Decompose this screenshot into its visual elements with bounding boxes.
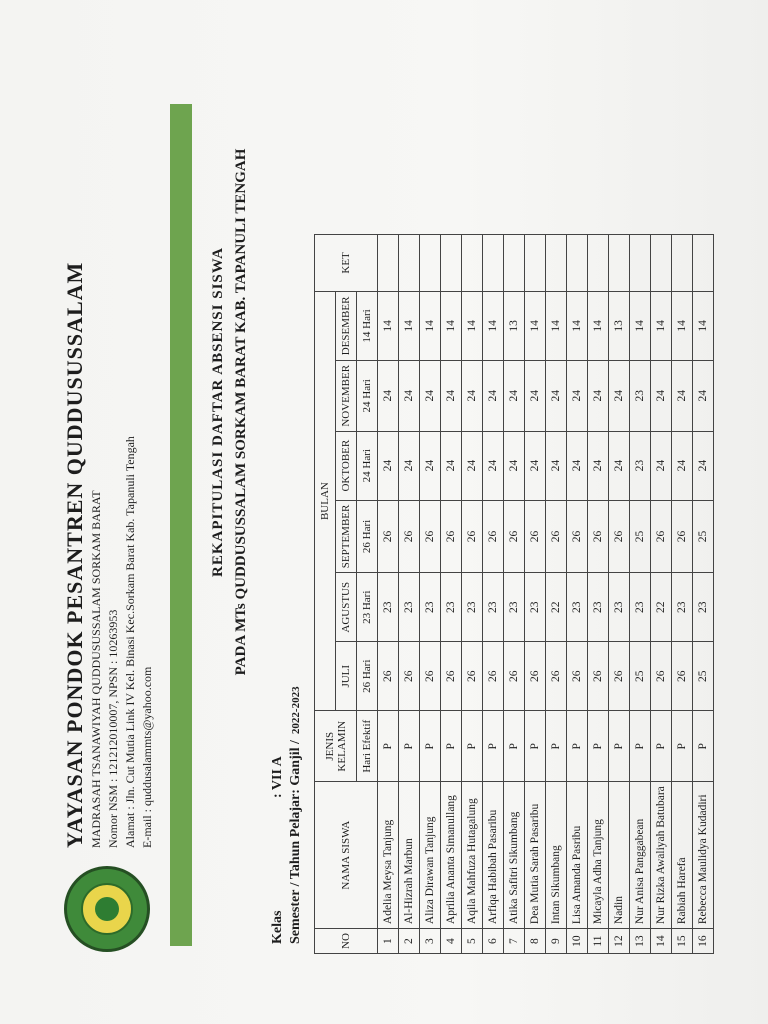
- attendance-value: 26: [462, 500, 483, 573]
- student-name: Micayla Adha Tanjung: [588, 782, 609, 929]
- attendance-value: 24: [420, 431, 441, 500]
- col-no: NO: [315, 929, 378, 954]
- attendance-value: 23: [672, 573, 693, 642]
- attendance-value: 26: [441, 500, 462, 573]
- attendance-value: 23: [693, 573, 714, 642]
- row-number: 10: [567, 929, 588, 954]
- row-number: 4: [441, 929, 462, 954]
- row-number: 12: [609, 929, 630, 954]
- student-name: Nur Rizka Awaliyah Batubara: [651, 782, 672, 929]
- gender: P: [672, 711, 693, 782]
- row-number: 2: [399, 929, 420, 954]
- attendance-value: 14: [525, 291, 546, 360]
- attendance-value: 26: [504, 642, 525, 711]
- attendance-value: 24: [546, 431, 567, 500]
- col-bulan: BULAN: [315, 291, 336, 710]
- attendance-value: 13: [609, 291, 630, 360]
- attendance-value: 23: [483, 573, 504, 642]
- ket-cell: [399, 234, 420, 291]
- month-days: 26 Hari: [357, 642, 378, 711]
- gender: P: [441, 711, 462, 782]
- student-name: Nur Anisa Panggabean: [630, 782, 651, 929]
- table-row: [567, 234, 588, 953]
- attendance-value: 23: [630, 573, 651, 642]
- ket-cell: [693, 234, 714, 291]
- row-number: 1: [378, 929, 399, 954]
- attendance-value: 14: [630, 291, 651, 360]
- student-name: Atika Safitri Sikumbang: [504, 782, 525, 929]
- month-days: 24 Hari: [357, 360, 378, 431]
- attendance-value: 26: [672, 642, 693, 711]
- attendance-value: 26: [546, 642, 567, 711]
- attendance-value: 26: [525, 642, 546, 711]
- table-row: [693, 234, 714, 953]
- attendance-value: 26: [462, 642, 483, 711]
- month-agustus: AGUSTUS: [336, 573, 357, 642]
- attendance-value: 23: [378, 573, 399, 642]
- attendance-value: 26: [567, 642, 588, 711]
- row-number: 9: [546, 929, 567, 954]
- student-name: Intan Sikumbang: [546, 782, 567, 929]
- attendance-value: 24: [378, 360, 399, 431]
- attendance-value: 22: [546, 573, 567, 642]
- row-number: 5: [462, 929, 483, 954]
- kelas-label: Kelas: [270, 910, 285, 944]
- school-address: Alamat : Jln. Cut Mutia Link IV Kel. Binasi Kec.Sorkam Barat Kab. Tapanuli Tengah: [123, 436, 137, 848]
- table-row: [672, 234, 693, 953]
- attendance-value: 24: [546, 360, 567, 431]
- semester-label: Semester / Tahun Pelajar: Ganjil /: [288, 740, 303, 944]
- attendance-value: 26: [588, 642, 609, 711]
- student-name: Rabiah Harefa: [672, 782, 693, 929]
- table-row: [420, 234, 441, 953]
- attendance-value: 24: [525, 360, 546, 431]
- ket-cell: [378, 234, 399, 291]
- table-row: [378, 234, 399, 953]
- attendance-value: 26: [399, 642, 420, 711]
- col-gender: JENIS KELAMIN: [315, 711, 357, 782]
- ket-cell: [504, 234, 525, 291]
- gender: P: [525, 711, 546, 782]
- attendance-value: 26: [525, 500, 546, 573]
- attendance-value: 14: [483, 291, 504, 360]
- attendance-value: 26: [609, 642, 630, 711]
- attendance-value: 23: [441, 573, 462, 642]
- attendance-value: 24: [651, 360, 672, 431]
- col-name: NAMA SISWA: [315, 782, 378, 929]
- gender: P: [693, 711, 714, 782]
- attendance-value: 24: [483, 431, 504, 500]
- month-days: 14 Hari: [357, 291, 378, 360]
- student-name: Al-Hizrah Marbun: [399, 782, 420, 929]
- table-row: [399, 234, 420, 953]
- attendance-value: 24: [672, 360, 693, 431]
- attendance-table: [314, 234, 714, 954]
- gender: P: [483, 711, 504, 782]
- attendance-value: 23: [420, 573, 441, 642]
- month-days: 23 Hari: [357, 573, 378, 642]
- attendance-value: 26: [420, 642, 441, 711]
- attendance-value: 24: [609, 360, 630, 431]
- month-oktober: OKTOBER: [336, 431, 357, 500]
- gender: P: [546, 711, 567, 782]
- month-days: 24 Hari: [357, 431, 378, 500]
- school-numbers: Nomor NSM : 121212010007, NPSN : 10263953: [106, 609, 120, 848]
- row-number: 7: [504, 929, 525, 954]
- attendance-value: 26: [567, 500, 588, 573]
- month-days: 26 Hari: [357, 500, 378, 573]
- document-title: [210, 0, 250, 1024]
- attendance-value: 24: [609, 431, 630, 500]
- ket-cell: [546, 234, 567, 291]
- row-number: 8: [525, 929, 546, 954]
- attendance-value: 23: [567, 573, 588, 642]
- gender: P: [420, 711, 441, 782]
- gender: P: [462, 711, 483, 782]
- attendance-value: 14: [462, 291, 483, 360]
- table-row: [525, 234, 546, 953]
- attendance-value: 24: [504, 431, 525, 500]
- attendance-value: 24: [693, 431, 714, 500]
- kelas-value: : VII A: [270, 756, 285, 798]
- student-name: Aliza Dirawan Tanjung: [420, 782, 441, 929]
- gender: P: [630, 711, 651, 782]
- attendance-value: 24: [651, 431, 672, 500]
- attendance-value: 24: [567, 360, 588, 431]
- table-row: [651, 234, 672, 953]
- ket-cell: [483, 234, 504, 291]
- attendance-value: 23: [525, 573, 546, 642]
- table-row: [609, 234, 630, 953]
- row-number: 16: [693, 929, 714, 954]
- gender: P: [504, 711, 525, 782]
- ket-cell: [672, 234, 693, 291]
- attendance-value: 26: [378, 642, 399, 711]
- ket-cell: [651, 234, 672, 291]
- school-name: MADRASAH TSANAWIYAH QUDDUSUSSALAM SORKAM BARAT: [89, 490, 103, 848]
- attendance-value: 26: [672, 500, 693, 573]
- school-logo-icon: [64, 866, 150, 952]
- ket-cell: [630, 234, 651, 291]
- gender: P: [588, 711, 609, 782]
- attendance-value: 26: [378, 500, 399, 573]
- ket-cell: [441, 234, 462, 291]
- attendance-value: 24: [378, 431, 399, 500]
- row-number: 14: [651, 929, 672, 954]
- month-juli: JULI: [336, 642, 357, 711]
- attendance-value: 25: [693, 500, 714, 573]
- attendance-value: 24: [693, 360, 714, 431]
- attendance-value: 24: [567, 431, 588, 500]
- hari-efektif: Hari Efektif: [357, 711, 378, 782]
- attendance-rows: [378, 234, 714, 953]
- table-row: [441, 234, 462, 953]
- school-email: E-mail : quddusalammts@yahoo.com: [140, 666, 154, 848]
- attendance-value: 24: [462, 360, 483, 431]
- table-row: [588, 234, 609, 953]
- attendance-value: 24: [441, 431, 462, 500]
- attendance-value: 25: [630, 642, 651, 711]
- row-number: 6: [483, 929, 504, 954]
- month-september: SEPTEMBER: [336, 500, 357, 573]
- student-name: Adelia Meysa Tanjung: [378, 782, 399, 929]
- attendance-value: 14: [588, 291, 609, 360]
- attendance-value: 26: [588, 500, 609, 573]
- table-row: [546, 234, 567, 953]
- gender: P: [399, 711, 420, 782]
- attendance-value: 26: [420, 500, 441, 573]
- attendance-value: 23: [588, 573, 609, 642]
- ket-cell: [420, 234, 441, 291]
- title-line-1: REKAPITULASI DAFTAR ABSENSI SISWA: [210, 247, 226, 577]
- attendance-value: 26: [546, 500, 567, 573]
- student-name: Aprilia Ananta Simanullang: [441, 782, 462, 929]
- school-year: 2022-2023: [290, 686, 302, 735]
- gender: P: [609, 711, 630, 782]
- attendance-value: 24: [420, 360, 441, 431]
- attendance-value: 24: [504, 360, 525, 431]
- attendance-value: 23: [399, 573, 420, 642]
- gender: P: [651, 711, 672, 782]
- student-name: Rebecca Maulidya Kudadiri: [693, 782, 714, 929]
- col-ket: KET: [315, 234, 378, 291]
- gender: P: [378, 711, 399, 782]
- attendance-value: 26: [504, 500, 525, 573]
- ket-cell: [567, 234, 588, 291]
- student-name: Aqila Mahfuza Hutagalung: [462, 782, 483, 929]
- attendance-value: 24: [441, 360, 462, 431]
- attendance-value: 26: [609, 500, 630, 573]
- attendance-value: 14: [399, 291, 420, 360]
- student-name: Nadin: [609, 782, 630, 929]
- attendance-value: 25: [693, 642, 714, 711]
- month-november: NOVEMBER: [336, 360, 357, 431]
- attendance-value: 23: [609, 573, 630, 642]
- attendance-value: 14: [693, 291, 714, 360]
- attendance-value: 14: [420, 291, 441, 360]
- attendance-value: 23: [630, 431, 651, 500]
- table-row: [483, 234, 504, 953]
- attendance-value: 24: [525, 431, 546, 500]
- attendance-value: 26: [399, 500, 420, 573]
- title-line-2: PADA MTs QUDDUSUSSALAM SORKAM BARAT KAB. TAPANULI TENGAH: [233, 148, 249, 676]
- ket-cell: [525, 234, 546, 291]
- ket-cell: [588, 234, 609, 291]
- table-row: [462, 234, 483, 953]
- attendance-value: 13: [504, 291, 525, 360]
- attendance-value: 14: [672, 291, 693, 360]
- attendance-value: 24: [399, 360, 420, 431]
- attendance-value: 14: [567, 291, 588, 360]
- table-row: [630, 234, 651, 953]
- attendance-value: 24: [672, 431, 693, 500]
- student-name: Lisa Amanda Pasribu: [567, 782, 588, 929]
- attendance-value: 26: [483, 500, 504, 573]
- ket-cell: [609, 234, 630, 291]
- attendance-value: 24: [462, 431, 483, 500]
- row-number: 11: [588, 929, 609, 954]
- attendance-value: 14: [651, 291, 672, 360]
- letterhead: [62, 262, 156, 848]
- table-row: [504, 234, 525, 953]
- gender: P: [567, 711, 588, 782]
- foundation-name: YAYASAN PONDOK PESANTREN QUDDUSUSSALAM: [62, 261, 87, 848]
- attendance-value: 24: [588, 431, 609, 500]
- attendance-value: 23: [462, 573, 483, 642]
- attendance-value: 24: [588, 360, 609, 431]
- attendance-value: 26: [651, 500, 672, 573]
- attendance-value: 22: [651, 573, 672, 642]
- row-number: 3: [420, 929, 441, 954]
- attendance-value: 24: [483, 360, 504, 431]
- student-name: Dea Mutia Sarah Pasaribu: [525, 782, 546, 929]
- ket-cell: [462, 234, 483, 291]
- attendance-value: 26: [651, 642, 672, 711]
- header-divider: [170, 104, 192, 946]
- row-number: 15: [672, 929, 693, 954]
- attendance-value: 23: [630, 360, 651, 431]
- attendance-value: 24: [399, 431, 420, 500]
- student-name: Arfiqa Habibah Pasaribu: [483, 782, 504, 929]
- attendance-value: 25: [630, 500, 651, 573]
- attendance-value: 14: [378, 291, 399, 360]
- month-desember: DESEMBER: [336, 291, 357, 360]
- attendance-value: 26: [441, 642, 462, 711]
- class-info: [270, 686, 306, 944]
- attendance-value: 26: [483, 642, 504, 711]
- attendance-value: 23: [504, 573, 525, 642]
- attendance-value: 14: [441, 291, 462, 360]
- attendance-value: 14: [546, 291, 567, 360]
- row-number: 13: [630, 929, 651, 954]
